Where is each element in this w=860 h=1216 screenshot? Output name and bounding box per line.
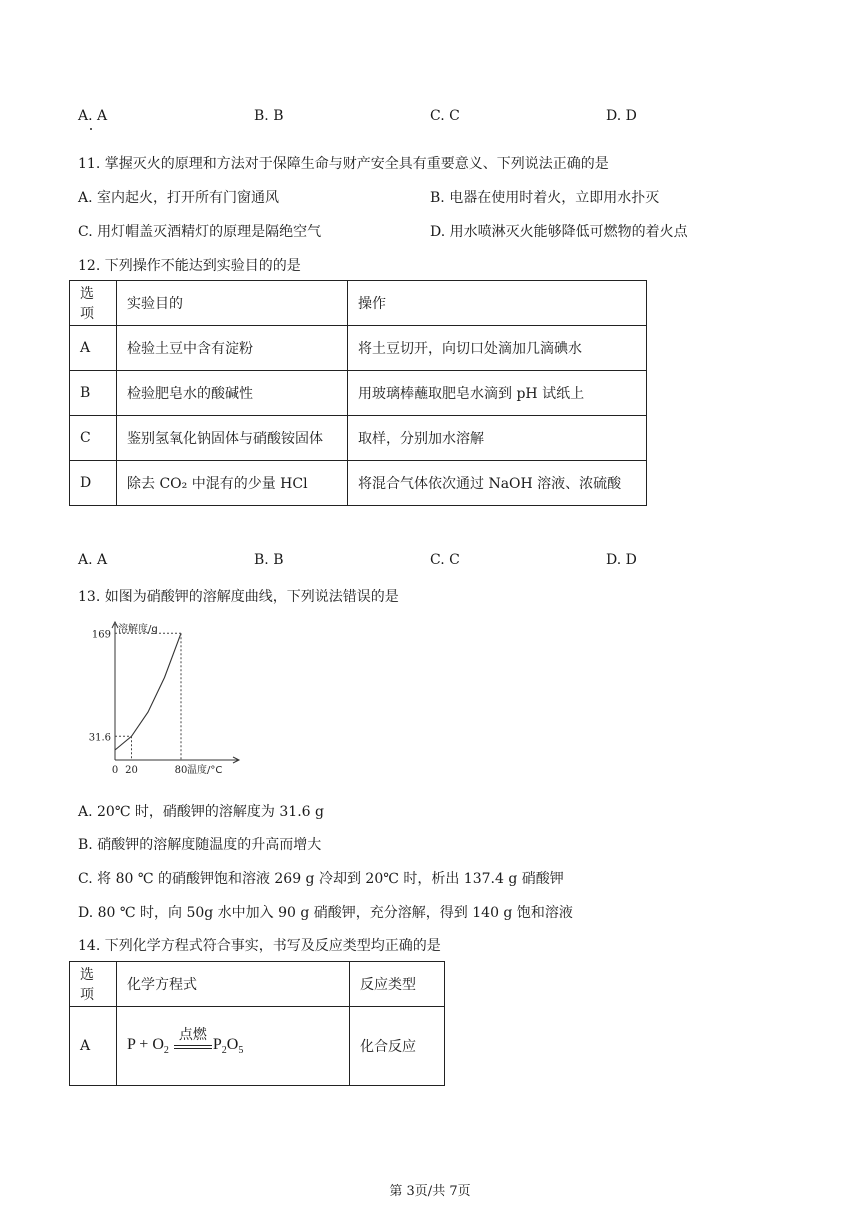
q13-stem: 13. 如图为硝酸钾的溶解度曲线，下列说法错误的是 bbox=[78, 589, 399, 605]
row-purpose: 鉴别氢氧化钠固体与硝酸铵固体 bbox=[117, 416, 348, 461]
table-row bbox=[70, 1007, 445, 1086]
q11-option-b: B. 电器在使用时着火，立即用水扑灭 bbox=[430, 190, 660, 206]
q12-table bbox=[69, 280, 647, 506]
q12-option-a: A. A bbox=[78, 552, 108, 568]
eq-left: P + O bbox=[127, 1035, 164, 1053]
eq-right: P bbox=[212, 1035, 222, 1053]
q10-options bbox=[0, 108, 860, 128]
page-footer: 第 3页/共 7页 bbox=[389, 1184, 471, 1199]
eq-arrow bbox=[174, 1026, 212, 1049]
header-option: 选项 bbox=[70, 281, 117, 326]
header-operation: 操作 bbox=[348, 281, 647, 326]
q13-option-a: A. 20℃ 时，硝酸钾的溶解度为 31.6 g bbox=[78, 804, 324, 820]
row-option: C bbox=[70, 416, 117, 461]
table-row bbox=[70, 416, 647, 461]
q11-option-c: C. 用灯帽盖灭酒精灯的原理是隔绝空气 bbox=[78, 224, 322, 240]
x-tick-label: 0 bbox=[111, 765, 119, 776]
row-option: B bbox=[70, 371, 117, 416]
row-purpose: 检验肥皂水的酸碱性 bbox=[117, 371, 348, 416]
y-tick-label: 31.6 bbox=[88, 732, 111, 744]
row-equation bbox=[117, 1007, 350, 1086]
q12-options bbox=[0, 552, 860, 572]
header-option: 选项 bbox=[70, 962, 117, 1007]
header-equation: 化学方程式 bbox=[117, 962, 350, 1007]
x-tick-label: 20 bbox=[125, 765, 138, 776]
row-purpose: 除去 CO₂ 中混有的少量 HCl bbox=[117, 461, 348, 506]
q10-option-b: B. B bbox=[254, 108, 284, 124]
solubility-curve bbox=[115, 633, 181, 750]
table-header-row bbox=[70, 281, 647, 326]
q12-option-b: B. B bbox=[254, 552, 284, 568]
q14-table bbox=[69, 961, 445, 1086]
x-axis-label: 温度/°C bbox=[187, 765, 223, 776]
eq-left-sub: 2 bbox=[163, 1045, 169, 1057]
q13-option-d: D. 80 ℃ 时，向 50g 水中加入 90 g 硝酸钾，充分溶解，得到 140 g 饱和溶液 bbox=[78, 905, 573, 921]
header-reaction-type: 反应类型 bbox=[350, 962, 445, 1007]
q13-option-c: C. 将 80 ℃ 的硝酸钾饱和溶液 269 g 冷却到 20℃ 时，析出 137.4 g 硝酸钾 bbox=[78, 871, 564, 887]
q13-option-b: B. 硝酸钾的溶解度随温度的升高而增大 bbox=[78, 837, 322, 853]
q12-option-c: C. C bbox=[430, 552, 460, 568]
row-operation: 将混合气体依次通过 NaOH 溶液、浓硫酸 bbox=[348, 461, 647, 506]
eq-right-sub2: 5 bbox=[238, 1045, 244, 1057]
row-operation: 用玻璃棒蘸取肥皂水滴到 pH 试纸上 bbox=[348, 371, 647, 416]
row-option: A bbox=[70, 1007, 117, 1086]
y-tick-label: 169 bbox=[91, 629, 111, 641]
row-purpose: 检验土豆中含有淀粉 bbox=[117, 326, 348, 371]
solubility-chart bbox=[88, 620, 246, 790]
eq-condition: 点燃 bbox=[178, 1026, 207, 1043]
row-reaction-type: 化合反应 bbox=[350, 1007, 445, 1086]
row-option: A bbox=[70, 326, 117, 371]
q12-stem: 12. 下列操作不能达到实验目的的是 bbox=[78, 258, 301, 274]
header-purpose: 实验目的 bbox=[117, 281, 348, 326]
row-option: D bbox=[70, 461, 117, 506]
q11-option-a: A. 室内起火，打开所有门窗通风 bbox=[78, 190, 280, 206]
emphasis-dot bbox=[90, 128, 92, 130]
x-tick-label: 80 bbox=[174, 765, 188, 776]
table-row bbox=[70, 326, 647, 371]
q10-option-a: A. A bbox=[78, 108, 108, 124]
q11-option-d: D. 用水喷淋灭火能够降低可燃物的着火点 bbox=[430, 224, 688, 240]
eq-double-line bbox=[174, 1045, 212, 1049]
y-axis-label: 溶解度/g bbox=[118, 624, 158, 635]
row-operation: 取样，分别加水溶解 bbox=[348, 416, 647, 461]
q11-stem: 11. 掌握灭火的原理和方法对于保障生命与财产安全具有重要意义、下列说法正确的是 bbox=[78, 156, 609, 172]
row-operation: 将土豆切开，向切口处滴加几滴碘水 bbox=[348, 326, 647, 371]
q14-stem: 14. 下列化学方程式符合事实，书写及反应类型均正确的是 bbox=[78, 938, 441, 954]
table-row bbox=[70, 371, 647, 416]
table-header-row bbox=[70, 962, 445, 1007]
eq-right-sub1: 2 bbox=[221, 1045, 227, 1057]
q12-option-d: D. D bbox=[606, 552, 637, 568]
q10-option-c: C. C bbox=[430, 108, 460, 124]
eq-right-mid: O bbox=[226, 1035, 239, 1053]
chemical-equation bbox=[127, 1026, 244, 1057]
table-row bbox=[70, 461, 647, 506]
q10-option-d: D. D bbox=[606, 108, 637, 124]
